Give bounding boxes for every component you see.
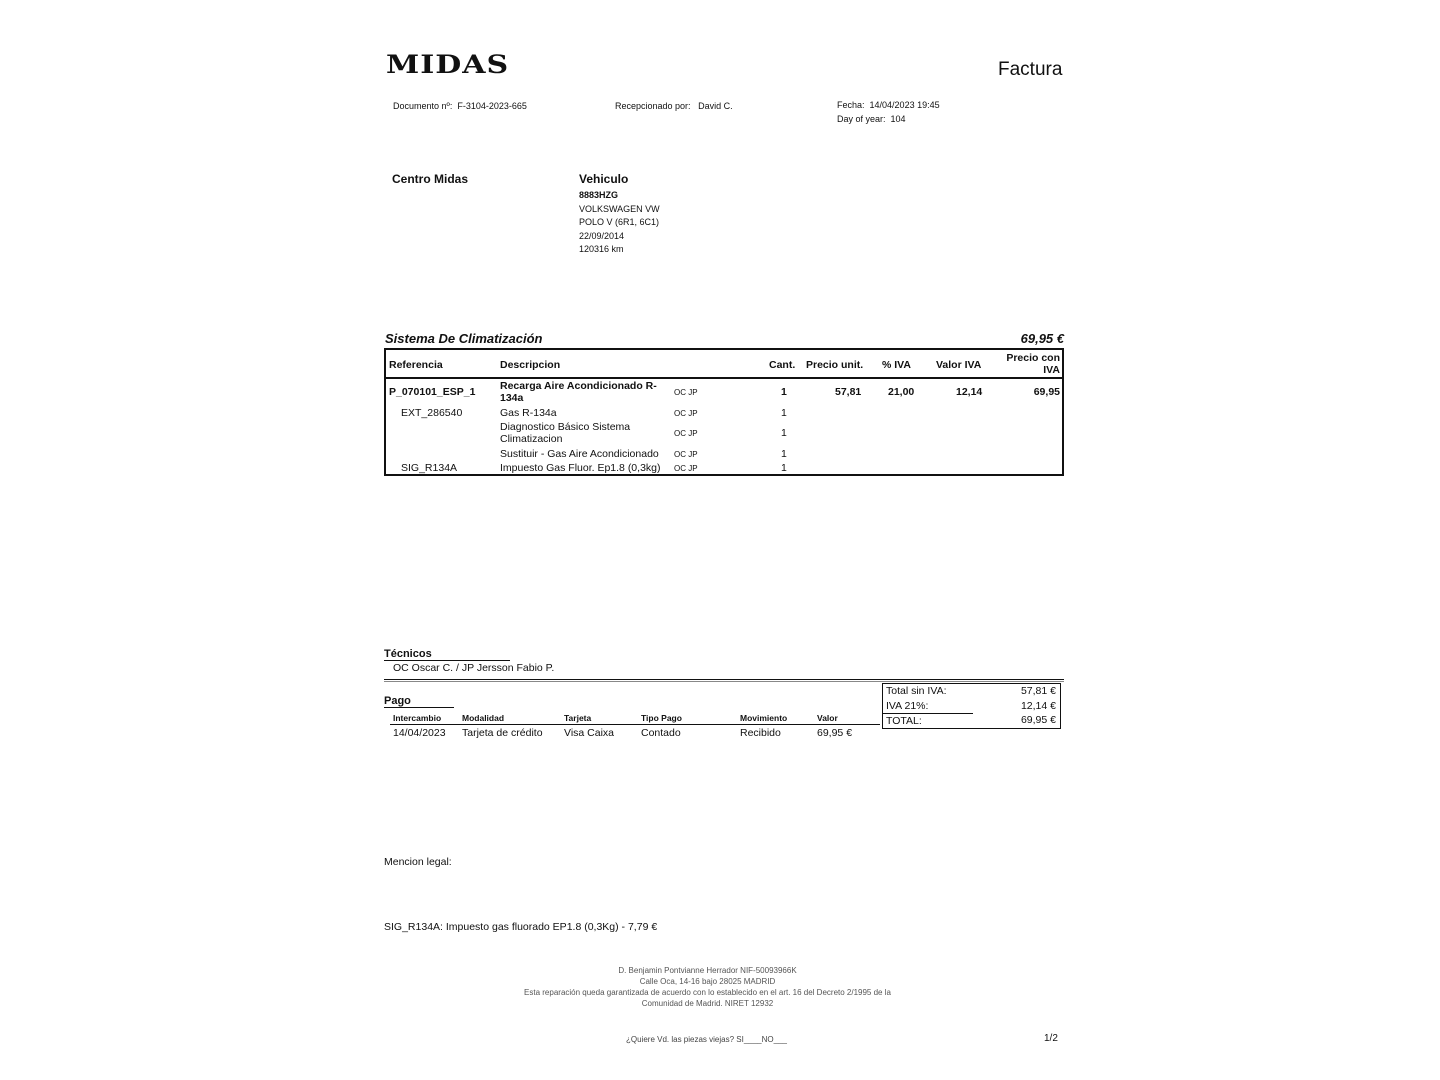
totals-box — [882, 683, 1061, 729]
recepcionado-label: Recepcionado por: — [615, 101, 691, 111]
th-precio-con-iva-line2: IVA — [1043, 364, 1060, 376]
th-cant: Cant. — [769, 359, 796, 371]
section-total: 69,95 € — [1020, 331, 1064, 346]
footer-line: Calle Oca, 14-16 bajo 28025 MADRID — [639, 977, 776, 986]
day-of-year — [837, 114, 906, 124]
day-value: 104 — [890, 114, 906, 124]
pago-td-tipo-pago: Contado — [641, 727, 681, 739]
row-desc-line1: Recarga Aire Acondicionado R- — [500, 380, 657, 392]
row-desc — [500, 421, 630, 445]
footer-line: D. Benjamin Pontvianne Herrador NIF-50093966K — [618, 966, 797, 975]
section-header — [385, 331, 1064, 347]
th-precio-con-iva — [1006, 352, 1060, 376]
mencion-legal: Mencion legal: — [384, 856, 452, 868]
divider — [384, 681, 1064, 682]
th-iva-pct: % IVA — [882, 359, 911, 371]
total-sin-iva-value: 57,81 € — [1020, 685, 1056, 697]
th-precio-con-iva-line1: Precio con — [1006, 352, 1060, 364]
centro-title: Centro Midas — [392, 172, 469, 186]
row-tecnico: OC JP — [674, 429, 698, 438]
pago-td-modalidad: Tarjeta de crédito — [462, 727, 543, 739]
pago-td-intercambio: 14/04/2023 — [393, 727, 446, 739]
pago-underline — [384, 707, 454, 708]
vehiculo-km: 120316 km — [579, 244, 624, 254]
row-precio: 57,81 — [835, 386, 862, 398]
row-desc: Impuesto Gas Fluor. Ep1.8 (0,3kg) — [500, 462, 661, 474]
row-cant: 1 — [781, 427, 787, 439]
th-referencia: Referencia — [389, 359, 443, 371]
documento-value: F-3104-2023-665 — [457, 101, 527, 111]
th-valor-iva: Valor IVA — [936, 359, 982, 371]
pago-header-divider — [390, 724, 880, 725]
pago-td-tarjeta: Visa Caixa — [564, 727, 614, 739]
tecnicos-underline — [384, 660, 510, 661]
row-desc-line2: Climatizacion — [500, 433, 563, 445]
documento-label: Documento nº: — [393, 101, 453, 111]
fecha-label: Fecha: — [837, 100, 865, 110]
row-desc — [500, 380, 657, 404]
row-valor-iva: 12,14 — [956, 386, 983, 398]
row-tecnico: OC JP — [674, 409, 698, 418]
table-header-divider — [386, 377, 1062, 379]
row-cant: 1 — [781, 407, 787, 419]
footer-line: Comunidad de Madrid. NIRET 12932 — [641, 999, 774, 1008]
recepcionado-value: David C. — [698, 101, 733, 111]
total-value: 69,95 € — [1020, 714, 1056, 726]
total-label: TOTAL: — [886, 715, 922, 727]
items-table — [384, 348, 1064, 476]
row-cant: 1 — [781, 448, 787, 460]
tax-footnote: SIG_R134A: Impuesto gas fluorado EP1.8 (0,3Kg) - 7,79 € — [384, 921, 658, 933]
old-parts-question: ¿Quiere Vd. las piezas viejas? SI____NO___ — [626, 1035, 787, 1044]
row-ref: P_070101_ESP_1 — [389, 386, 476, 398]
totals-divider — [883, 713, 973, 714]
row-tecnico: OC JP — [674, 388, 698, 397]
row-ref: SIG_R134A — [401, 462, 458, 474]
pago-th-modalidad: Modalidad — [462, 713, 505, 723]
th-precio-unit: Precio unit. — [806, 359, 864, 371]
row-desc-line1: Diagnostico Básico Sistema — [500, 421, 631, 433]
divider — [384, 679, 1064, 680]
vehiculo-title: Vehiculo — [579, 172, 629, 186]
documento-number — [393, 101, 527, 111]
total-sin-iva-label: Total sin IVA: — [886, 685, 947, 697]
fecha-value: 14/04/2023 19:45 — [869, 100, 940, 110]
pago-td-movimiento: Recibido — [740, 727, 781, 739]
footer-line: Esta reparación queda garantizada de acuerdo con lo establecido en el art. 16 del Decreto 2/1995 de la — [524, 988, 891, 997]
pago-td-valor: 69,95 € — [817, 727, 853, 739]
section-title: Sistema De Climatización — [385, 331, 543, 346]
row-tecnico: OC JP — [674, 464, 698, 473]
row-desc-line2: 134a — [500, 392, 524, 404]
midas-logo: MIDAS — [386, 50, 510, 80]
row-ref: EXT_286540 — [401, 407, 463, 419]
row-desc: Gas R-134a — [500, 407, 557, 419]
vehiculo-date: 22/09/2014 — [579, 230, 625, 241]
document-title: Factura — [998, 59, 1063, 80]
row-iva: 21,00 — [888, 386, 915, 398]
footer-address — [510, 965, 905, 1009]
vehiculo-details — [579, 189, 660, 257]
pago-title: Pago — [384, 695, 411, 707]
tecnicos-title: Técnicos — [384, 648, 432, 660]
row-tecnico: OC JP — [674, 450, 698, 459]
row-cant: 1 — [781, 462, 787, 474]
vehiculo-model: POLO V (6R1, 6C1) — [579, 217, 660, 227]
pago-th-tipo-pago: Tipo Pago — [641, 713, 682, 723]
vehiculo-plate: 8883HZG — [579, 190, 619, 200]
pago-th-intercambio: Intercambio — [393, 713, 442, 723]
row-cant: 1 — [781, 386, 787, 398]
recepcionado-por — [615, 101, 733, 111]
th-descripcion: Descripcion — [500, 359, 561, 371]
pago-th-tarjeta: Tarjeta — [564, 713, 592, 723]
iva-label: IVA 21%: — [886, 700, 929, 712]
fecha — [837, 100, 940, 110]
page-number: 1/2 — [1044, 1033, 1058, 1044]
iva-value: 12,14 € — [1020, 700, 1056, 712]
day-label: Day of year: — [837, 114, 886, 124]
row-desc: Sustituir - Gas Aire Acondicionado — [500, 448, 659, 460]
pago-th-valor: Valor — [817, 713, 838, 723]
tecnicos-names: OC Oscar C. / JP Jersson Fabio P. — [393, 662, 555, 674]
pago-th-movimiento: Movimiento — [740, 713, 788, 723]
row-total: 69,95 — [1033, 386, 1060, 398]
vehiculo-make: VOLKSWAGEN VW — [579, 203, 660, 214]
